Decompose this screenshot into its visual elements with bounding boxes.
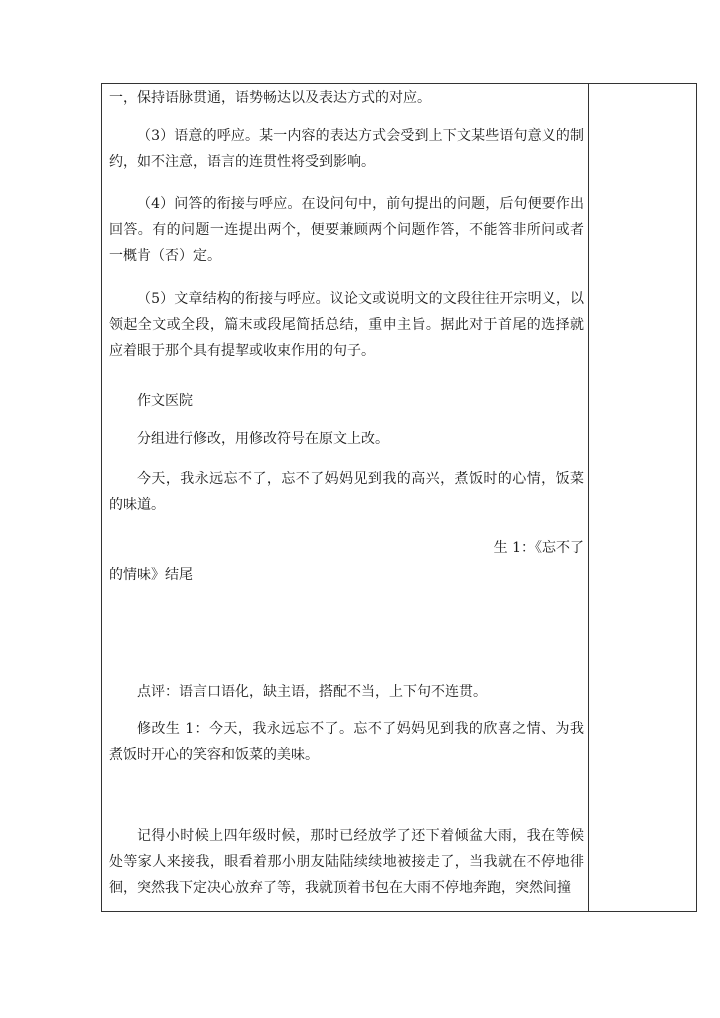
paragraph-revision: 修改生 1：今天，我永远忘不了。忘不了妈妈见到我的欣喜之情、为我煮饭时开心的笑容和饭菜的美味。	[109, 721, 584, 763]
paragraph-semantic-echo: （3）语意的呼应。某一内容的表达方式会受到上下文某些语句意义的制约，如不注意，语言的连贯性将受到影响。	[109, 128, 584, 170]
paragraph-question-answer: （4）问答的衔接与呼应。在设问句中，前句提出的问题，后句便要作出回答。有的问题一连提出两个，便要兼顾两个问题作答，不能答非所问或者一概肯（否）定。	[109, 196, 584, 264]
paragraph-sample-text: 今天，我永远忘不了，忘不了妈妈见到我的高兴，煮饭时的心情，饭菜的味道。	[109, 471, 584, 513]
content-cell	[101, 83, 588, 912]
student-label-cont: 的情味》结尾	[109, 567, 193, 583]
section-heading-essay-clinic: 作文医院	[137, 393, 193, 409]
paragraph-story: 记得小时候上四年级时候，那时已经放学了还下着倾盆大雨，我在等候处等家人来接我，眼看着那小朋友陆陆续续地被接走了，当我就在不停地徘徊，突然我下定决心放弃了等，我就顶着书包在大雨不停地奔跑，突然间撞	[109, 828, 584, 896]
paragraph-continuation: 一，保持语脉贯通，语势畅达以及表达方式的对应。	[109, 90, 431, 106]
paragraph-structure: （5）文章结构的衔接与呼应。议论文或说明文的文段往往开宗明义，以领起全文或全段，篇末或段尾简括总结，重申主旨。据此对于首尾的选择就应着眼于那个具有提挈或收束作用的句子。	[109, 291, 584, 359]
student-label: 生 1：《忘不了	[493, 540, 584, 556]
paragraph-instruction: 分组进行修改，用修改符号在原文上改。	[137, 431, 389, 447]
paragraph-comment: 点评：语言口语化，缺主语，搭配不当，上下句不连贯。	[137, 684, 487, 700]
notes-cell	[589, 83, 697, 912]
